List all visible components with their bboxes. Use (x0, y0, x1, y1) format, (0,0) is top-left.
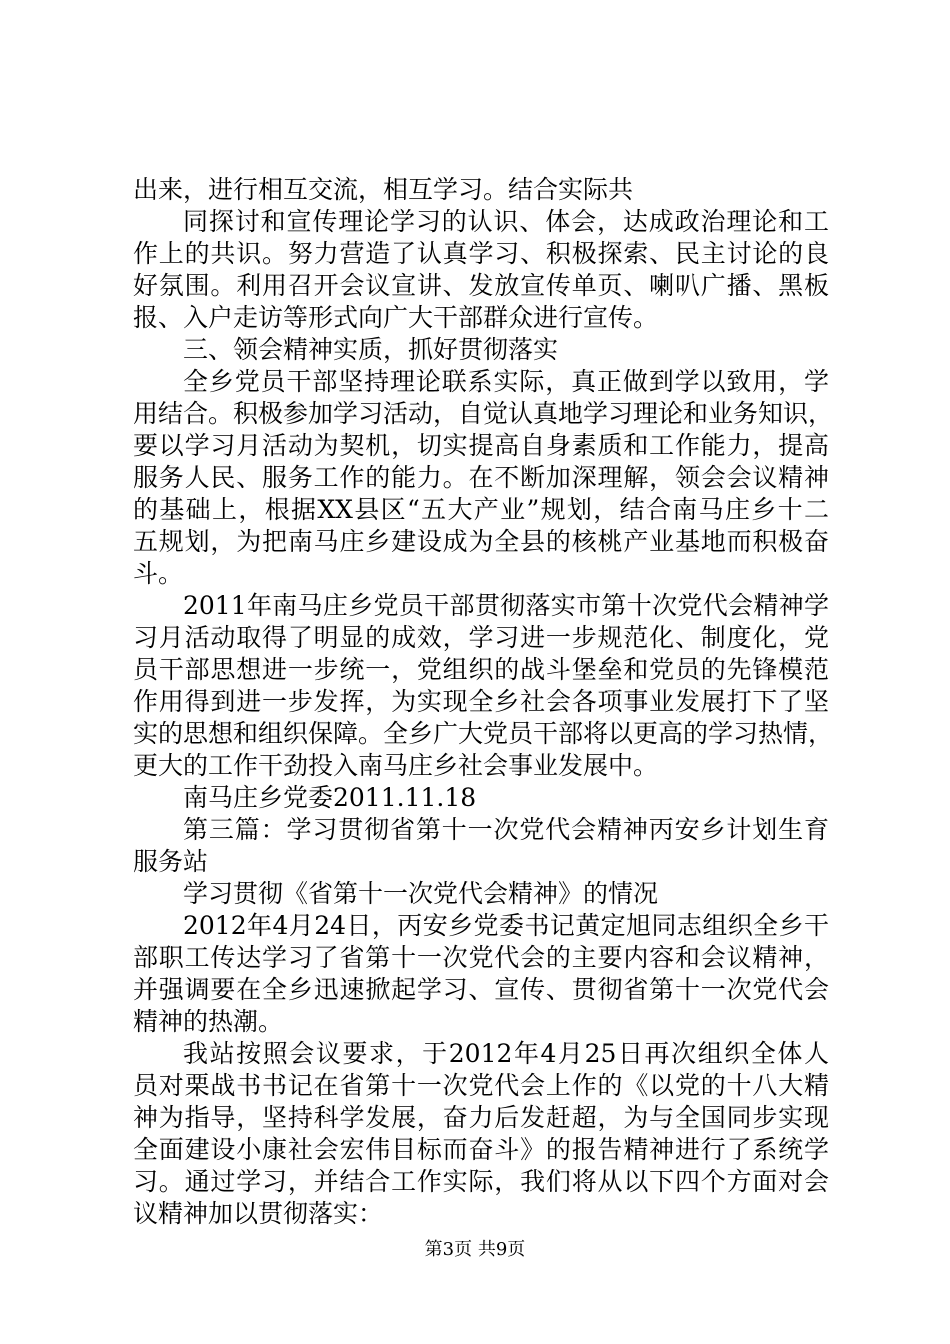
chapter-heading: 第三篇：学习贯彻省第十一次党代会精神丙安乡计划生育 (183, 815, 829, 844)
text-line: 全面建设小康社会宏伟目标而奋斗》的报告精神进行了系统学 (133, 1135, 829, 1164)
text-line: 作用得到进一步发挥，为实现全乡社会各项事业发展打下了坚 (133, 687, 829, 716)
text-line: 员对栗战书书记在省第十一次党代会上作的《以党的十八大精 (133, 1071, 829, 1100)
chapter-heading: 服务站 (133, 847, 209, 876)
section-heading: 三、领会精神实质，抓好贯彻落实 (183, 335, 559, 364)
text-line: 员干部思想进一步统一，党组织的战斗堡垒和党员的先锋模范 (133, 655, 829, 684)
text-line: 议精神加以贯彻落实： (133, 1199, 384, 1228)
text-line: 我站按照会议要求，于2012年4月25日再次组织全体人 (183, 1039, 829, 1068)
text-line: 2012年4月24日，丙安乡党委书记黄定旭同志组织全乡干 (183, 911, 829, 940)
text-line: 斗。 (133, 559, 184, 588)
text-line: 部职工传达学习了省第十一次党代会的主要内容和会议精神， (133, 943, 829, 972)
text-line: 报、入户走访等形式向广大干部群众进行宣传。 (133, 303, 659, 332)
text-line: 要以学习月活动为契机，切实提高自身素质和工作能力，提高 (133, 431, 829, 460)
text-line: 精神的热潮。 (133, 1007, 284, 1036)
text-line: 全乡党员干部坚持理论联系实际，真正做到学以致用，学 (183, 367, 829, 396)
page-number: 第3页 共9页 (424, 1239, 526, 1260)
text-line: 并强调要在全乡迅速掀起学习、宣传、贯彻省第十一次党代会 (133, 975, 829, 1004)
text-line: 好氛围。利用召开会议宣讲、发放宣传单页、喇叭广播、黑板 (133, 271, 829, 300)
text-line: 神为指导，坚持科学发展，奋力后发赶超，为与全国同步实现 (133, 1103, 829, 1132)
signature-line: 南马庄乡党委2011.11.18 (183, 783, 477, 812)
text-line: 的基础上，根据XX县区“五大产业”规划，结合南马庄乡十二 (133, 495, 829, 524)
section-heading: 学习贯彻《省第十一次党代会精神》的情况 (183, 879, 659, 908)
text-line: 五规划，为把南马庄乡建设成为全县的核桃产业基地而积极奋 (133, 527, 829, 556)
document-body (133, 174, 834, 1230)
text-line: 实的思想和组织保障。全乡广大党员干部将以更高的学习热情， (133, 719, 834, 748)
text-line: 更大的工作干劲投入南马庄乡社会事业发展中。 (133, 751, 659, 780)
text-line: 习月活动取得了明显的成效，学习进一步规范化、制度化，党 (133, 623, 829, 652)
text-line: 出来，进行相互交流，相互学习。结合实际共 (133, 175, 634, 204)
text-line: 习。通过学习，并结合工作实际，我们将从以下四个方面对会 (133, 1167, 829, 1196)
text-line: 作上的共识。努力营造了认真学习、积极探索、民主讨论的良 (133, 239, 829, 268)
text-line: 2011年南马庄乡党员干部贯彻落实市第十次党代会精神学 (183, 591, 829, 620)
text-line: 同探讨和宣传理论学习的认识、体会，达成政治理论和工 (183, 207, 829, 236)
text-line: 用结合。积极参加学习活动，自觉认真地学习理论和业务知识， (133, 399, 834, 428)
text-line: 服务人民、服务工作的能力。在不断加深理解，领会会议精神 (133, 463, 829, 492)
